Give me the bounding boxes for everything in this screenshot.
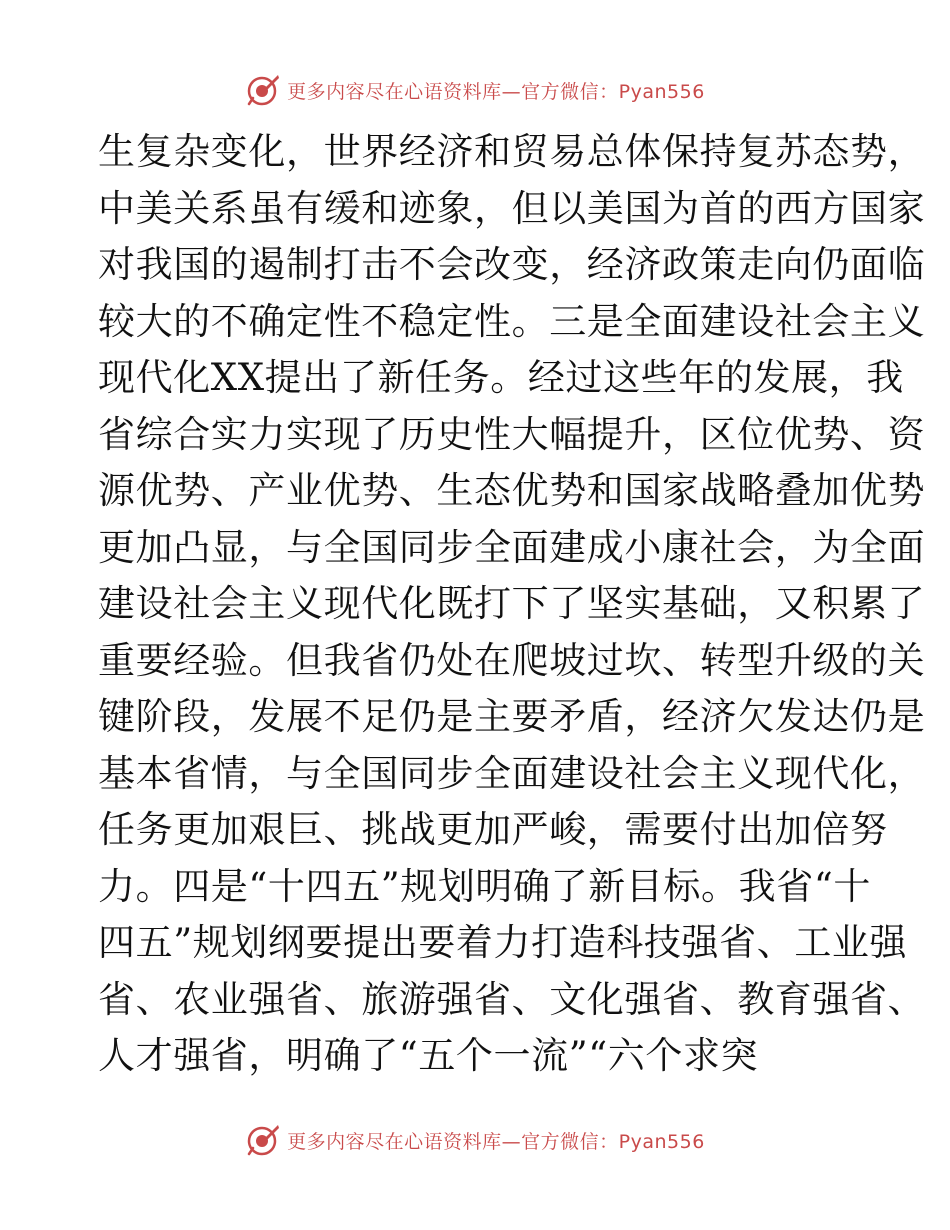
body-line: 现代化XX提出了新任务。经过这些年的发展，我 (98, 356, 904, 399)
body-line: 基本省情，与全国同步全面建设社会主义现代化， (98, 751, 926, 795)
document-body (98, 124, 926, 1085)
footer-site-text: 更多内容尽在心语资料库 (287, 1130, 502, 1153)
header-site-text: 更多内容尽在心语资料库 (287, 80, 502, 103)
body-line: 力。四是“十四五”规划明确了新目标。我省“十 (98, 864, 871, 908)
header-separator: — (501, 80, 522, 103)
body-line: 生复杂变化，世界经济和贸易总体保持复苏态势， (98, 130, 926, 173)
body-line: 中美关系虽有缓和迹象，但以美国为首的西方国家 (98, 186, 926, 230)
header-banner-text (287, 77, 705, 104)
body-line: 重要经验。但我省仍处在爬坡过坎、转型升级的关 (98, 638, 926, 682)
footer-contact-text: 官方微信：Pyan556 (521, 1130, 705, 1153)
footer-banner (0, 1120, 950, 1160)
footer-separator: — (501, 1130, 522, 1153)
quill-pen-seal-icon (245, 72, 281, 108)
body-line: 人才强省，明确了“五个一流”“六个求突 (98, 1034, 759, 1077)
header-contact-text: 官方微信：Pyan556 (521, 80, 705, 103)
quill-pen-seal-icon (245, 1122, 281, 1158)
body-line: 建设社会主义现代化既打下了坚实基础，又积累了 (98, 582, 926, 625)
body-line: 较大的不确定性不稳定性。三是全面建设社会主义 (98, 299, 926, 343)
body-line: 更加凸显，与全国同步全面建成小康社会，为全面 (98, 525, 926, 569)
body-line: 任务更加艰巨、挑战更加严峻，需要付出加倍努 (98, 808, 888, 851)
body-line: 四五”规划纲要提出要着力打造科技强省、工业强 (98, 921, 908, 964)
body-line: 省综合实力实现了历史性大幅提升，区位优势、资 (98, 412, 926, 456)
body-line: 对我国的遏制打击不会改变，经济政策走向仍面临 (98, 243, 926, 286)
body-line: 源优势、产业优势、生态优势和国家战略叠加优势 (98, 469, 926, 512)
body-line: 键阶段，发展不足仍是主要矛盾，经济欠发达仍是 (98, 695, 926, 738)
header-banner (0, 70, 950, 110)
body-line: 省、农业强省、旅游强省、文化强省、教育强省、 (98, 977, 926, 1021)
footer-banner-text (287, 1127, 705, 1154)
